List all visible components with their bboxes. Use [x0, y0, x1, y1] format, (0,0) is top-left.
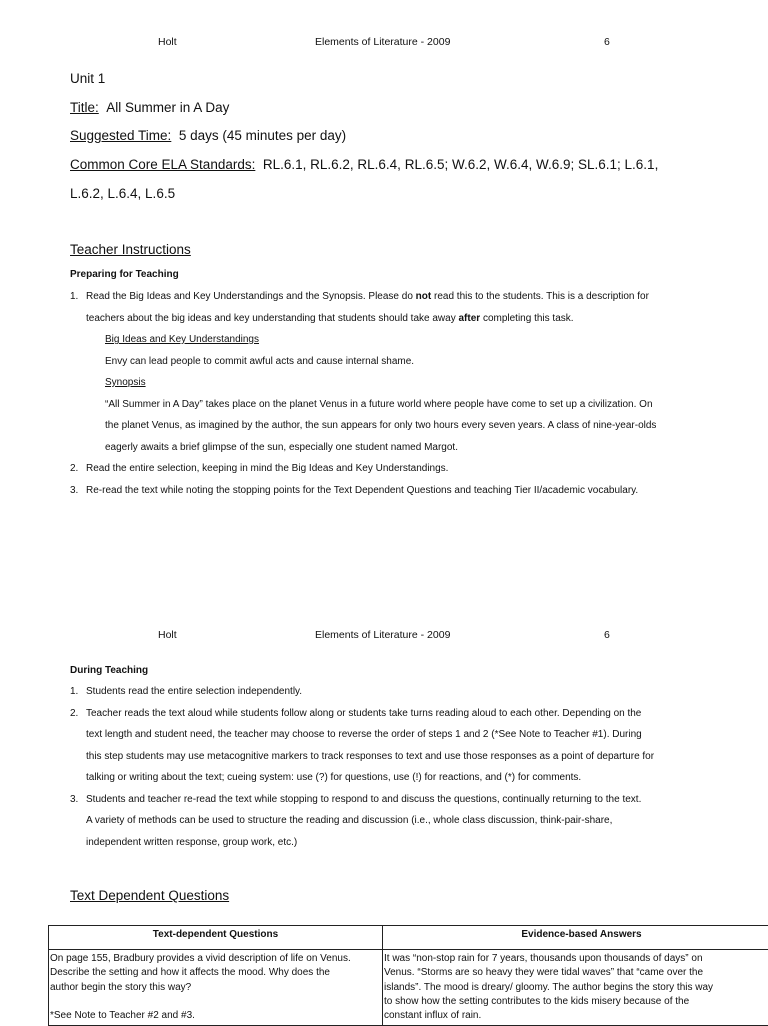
header-grade-2: 6	[604, 629, 610, 641]
answer-line-5: constant influx of rain.	[384, 1009, 768, 1023]
answer-line-4: to show how the setting contributes to the kids misery because of the	[384, 995, 768, 1009]
time-label: Suggested Time:	[70, 128, 171, 143]
question-line-2: Describe the setting and how it affects the mood. Why does the	[50, 966, 381, 980]
unit-label: Unit 1	[70, 71, 105, 86]
table-header-row	[49, 926, 768, 950]
big-ideas-label: Big Ideas and Key Understandings	[105, 329, 760, 351]
step-number: 2.	[70, 703, 78, 725]
tdq-heading: Text Dependent Questions	[70, 888, 229, 903]
synopsis-line-3: eagerly awaits a brief glimpse of the sun, especially one student named Margot.	[105, 437, 760, 459]
standards-row	[70, 157, 658, 172]
during-step3-line-3: independent written response, group work, etc.)	[86, 832, 760, 854]
during-step1-text: Students read the entire selection independently.	[86, 686, 302, 697]
title-row	[70, 100, 229, 115]
title-value: All Summer in A Day	[106, 100, 229, 115]
standards-label: Common Core ELA Standards:	[70, 157, 255, 172]
answer-line-2: Venus. “Storms are so heavy they were tidal waves” that “came over the	[384, 966, 768, 980]
preparing-step-3	[70, 480, 760, 502]
step1-line2-a: teachers about the big ideas and key understanding that students should take away	[86, 313, 458, 324]
step1-text-a: Read the Big Ideas and Key Understandings and the Synopsis. Please do	[86, 291, 416, 302]
during-step-2	[70, 703, 760, 789]
teacher-instructions-heading: Teacher Instructions	[70, 242, 191, 257]
preparing-step-1	[70, 286, 760, 458]
step1-not: not	[416, 291, 432, 302]
synopsis-label: Synopsis	[105, 372, 760, 394]
during-step2-line-1: Teacher reads the text aloud while students follow along or students take turns reading aloud to each other. Depending on the	[86, 703, 760, 725]
standards-line-2: L.6.2, L.6.4, L.6.5	[70, 186, 175, 201]
during-steps	[70, 681, 760, 853]
header-publisher-2: Holt	[158, 629, 177, 641]
step1-text-b: read this to the students. This is a description for	[431, 291, 649, 302]
column-header-answers: Evidence-based Answers	[383, 926, 768, 950]
step-number: 1.	[70, 286, 78, 308]
step-number: 3.	[70, 480, 78, 502]
header-publisher: Holt	[158, 36, 177, 48]
table-row	[49, 950, 768, 1026]
answer-line-3: islands”. The mood is dreary/ gloomy. The author begins the story this way	[384, 981, 768, 995]
during-heading: During Teaching	[70, 660, 148, 682]
during-step3-line-1: Students and teacher re-read the text while stopping to respond to and discuss the questions, continually returning to the text.	[86, 789, 760, 811]
question-line-1: On page 155, Bradbury provides a vivid description of life on Venus.	[50, 952, 381, 966]
question-cell	[49, 950, 383, 1026]
big-ideas-text: Envy can lead people to commit awful acts and cause internal shame.	[105, 351, 760, 373]
step3-text: Re-read the text while noting the stopping points for the Text Dependent Questions and teaching Tier II/academic vocabulary.	[86, 485, 638, 496]
standards-line-1: RL.6.1, RL.6.2, RL.6.4, RL.6.5; W.6.2, W.6.4, W.6.9; SL.6.1; L.6.1,	[263, 157, 658, 172]
step1-line2-b: completing this task.	[480, 313, 573, 324]
answer-cell	[383, 950, 768, 1026]
during-step3-line-2: A variety of methods can be used to structure the reading and discussion (i.e., whole class discussion, think-pair-share,	[86, 810, 760, 832]
tdq-table	[48, 925, 768, 1026]
question-note: *See Note to Teacher #2 and #3.	[50, 1009, 381, 1023]
spacer	[50, 995, 381, 1009]
synopsis-line-1: “All Summer in A Day” takes place on the planet Venus in a future world where people have come to set up a civilization. On	[105, 394, 760, 416]
header-grade: 6	[604, 36, 610, 48]
preparing-heading: Preparing for Teaching	[70, 264, 179, 286]
during-step-1	[70, 681, 760, 703]
title-label: Title:	[70, 100, 99, 115]
question-line-3: author begin the story this way?	[50, 981, 381, 995]
step2-text: Read the entire selection, keeping in mind the Big Ideas and Key Understandings.	[86, 463, 448, 474]
during-step2-line-4: talking or writing about the text; cueing system: use (?) for questions, use (!) for reactions, and (*) for comments.	[86, 767, 760, 789]
header-book-title: Elements of Literature - 2009	[315, 36, 450, 48]
step-number: 3.	[70, 789, 78, 811]
during-step2-line-3: this step students may use metacognitive markers to track responses to text and use those responses as a point of departure for	[86, 746, 760, 768]
header-book-title-2: Elements of Literature - 2009	[315, 629, 450, 641]
time-value: 5 days (45 minutes per day)	[179, 128, 346, 143]
step-number: 2.	[70, 458, 78, 480]
during-step-3	[70, 789, 760, 854]
synopsis-line-2: the planet Venus, as imagined by the author, the sun appears for only two hours every seven years. A class of nine-year-olds	[105, 415, 760, 437]
step1-subsection	[70, 329, 760, 458]
preparing-steps	[70, 286, 760, 501]
step1-after: after	[458, 313, 480, 324]
step-number: 1.	[70, 681, 78, 703]
during-step2-line-2: text length and student need, the teacher may choose to reverse the order of steps 1 and 2 (*See Note to Teacher #1). During	[86, 724, 760, 746]
answer-line-1: It was “non-stop rain for 7 years, thousands upon thousands of days” on	[384, 952, 768, 966]
preparing-step-2	[70, 458, 760, 480]
time-row	[70, 128, 346, 143]
column-header-questions: Text-dependent Questions	[49, 926, 383, 950]
